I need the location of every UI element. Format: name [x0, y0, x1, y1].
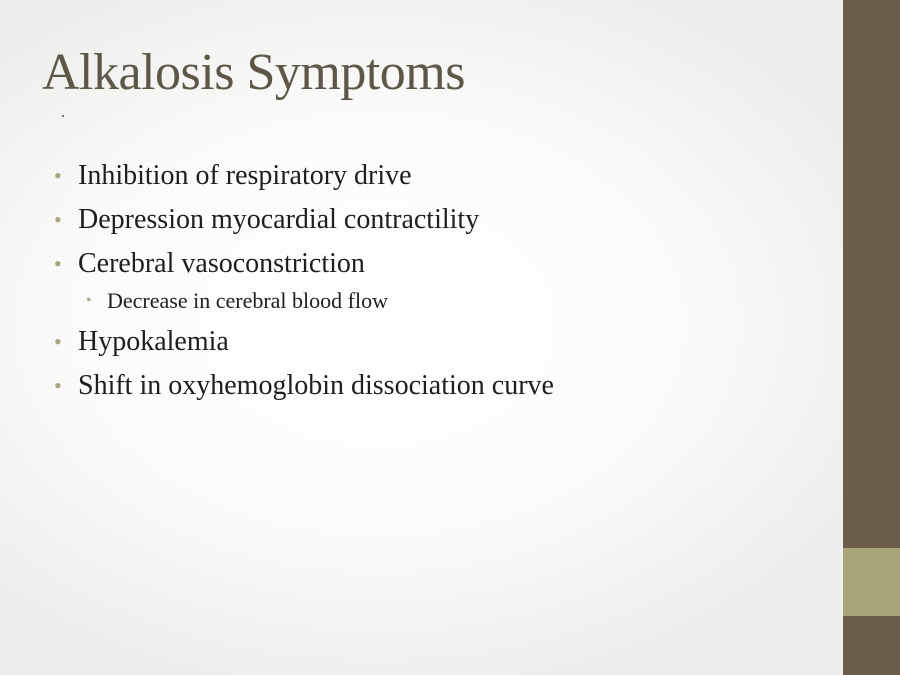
bullet-text: Cerebral vasoconstriction: [78, 248, 365, 279]
bullet-icon: •: [54, 329, 62, 354]
sidebar-accent-block: [843, 548, 900, 616]
bullet-item: [54, 202, 824, 238]
bullet-item: [54, 158, 824, 194]
bullet-text: Depression myocardial contractility: [78, 204, 480, 235]
bullet-text: Shift in oxyhemoglobin dissociation curve: [78, 370, 554, 401]
bullet-icon: •: [54, 163, 62, 188]
bullet-list: [54, 158, 824, 412]
bullet-item: [54, 324, 824, 360]
bullet-icon: •: [54, 251, 62, 276]
bullet-icon: •: [54, 373, 62, 398]
bullet-item: [54, 368, 824, 404]
bullet-item: [54, 246, 824, 282]
sub-bullet-icon: •: [86, 292, 92, 309]
bullet-text: Inhibition of respiratory drive: [78, 160, 412, 191]
sub-bullet-item: [54, 286, 824, 316]
sub-bullet-text: Decrease in cerebral blood flow: [107, 288, 388, 313]
slide-title: Alkalosis Symptoms: [42, 44, 465, 101]
bullet-text: Hypokalemia: [78, 326, 229, 357]
stray-dot: [62, 115, 64, 117]
bullet-icon: •: [54, 207, 62, 232]
